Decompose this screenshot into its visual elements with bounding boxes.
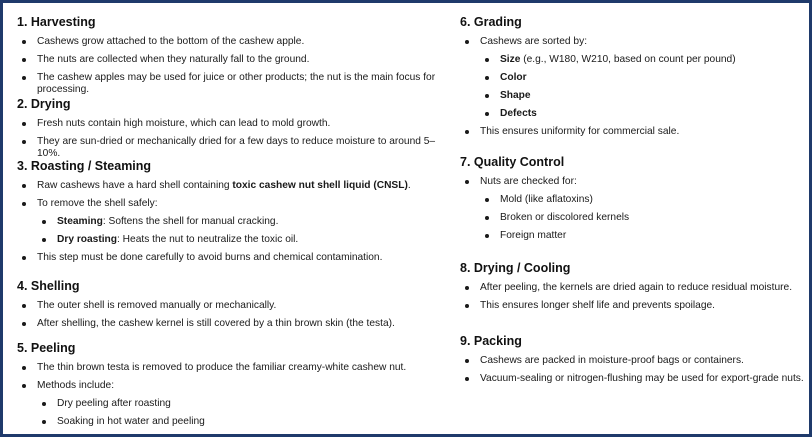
item-text: Methods include:	[37, 380, 115, 391]
list-item	[460, 373, 810, 385]
item-bold-text: Defects	[500, 108, 537, 119]
list-item	[17, 118, 447, 130]
list-item	[460, 36, 810, 48]
item-text: The outer shell is removed manually or mechanically.	[37, 300, 277, 311]
bullet-icon	[42, 238, 46, 242]
item-text: Broken or discolored kernels	[500, 212, 630, 223]
item-bold-text: Dry roasting	[57, 234, 118, 245]
sub-list-item	[460, 212, 810, 224]
sub-list-item	[17, 398, 447, 410]
bullet-icon	[465, 377, 469, 381]
bullet-icon	[485, 112, 489, 116]
item-text: : Heats the nut to neutralize the toxic oil.	[117, 234, 299, 245]
item-text: After shelling, the cashew kernel is still covered by a thin brown skin (the testa).	[37, 318, 395, 329]
section-1	[17, 14, 447, 96]
bullet-icon	[465, 359, 469, 363]
item-text: Dry peeling after roasting	[57, 398, 171, 409]
section-heading: 5. Peeling	[17, 341, 76, 355]
bullet-list	[17, 118, 447, 160]
item-text: Raw cashews have a hard shell containing	[37, 180, 233, 191]
list-item	[17, 72, 447, 96]
bullet-icon	[42, 220, 46, 224]
bullet-icon	[485, 76, 489, 80]
list-item	[17, 180, 447, 192]
bullet-icon	[22, 304, 26, 308]
sub-list-item	[460, 54, 810, 66]
list-item	[460, 355, 810, 367]
bullet-icon	[465, 286, 469, 290]
list-item	[17, 380, 447, 392]
bullet-icon	[22, 256, 26, 260]
section-heading: 4. Shelling	[17, 279, 80, 293]
list-item	[17, 136, 447, 160]
bullet-icon	[485, 198, 489, 202]
section-heading: 6. Grading	[460, 15, 522, 29]
list-item	[17, 252, 447, 264]
section-2	[17, 96, 447, 160]
bullet-icon	[22, 366, 26, 370]
bullet-icon	[465, 180, 469, 184]
bullet-icon	[22, 202, 26, 206]
bullet-list	[460, 176, 810, 242]
section-heading: 2. Drying	[17, 97, 71, 111]
bullet-icon	[485, 234, 489, 238]
list-item	[17, 198, 447, 210]
bullet-icon	[22, 40, 26, 44]
list-item	[460, 126, 810, 138]
item-text: After peeling, the kernels are dried again to reduce residual moisture.	[480, 282, 793, 293]
list-item	[460, 282, 810, 294]
item-text: Nuts are checked for:	[480, 176, 577, 187]
bullet-icon	[22, 184, 26, 188]
section-heading: 7. Quality Control	[460, 155, 565, 169]
item-text: Cashews are packed in moisture-proof bags or containers.	[480, 355, 744, 366]
item-text: This ensures uniformity for commercial sale.	[480, 126, 680, 137]
section-3	[460, 260, 810, 312]
bullet-icon	[22, 58, 26, 62]
list-item	[17, 362, 447, 374]
item-text: To remove the shell safely:	[37, 198, 158, 209]
item-text: Soaking in hot water and peeling	[57, 416, 205, 427]
section-4	[17, 278, 447, 330]
section-5	[17, 340, 447, 428]
item-bold-text: Color	[500, 72, 527, 83]
sub-list-item	[460, 90, 810, 102]
item-text: Fresh nuts contain high moisture, which can lead to mold growth.	[37, 118, 331, 129]
bullet-icon	[22, 122, 26, 126]
bullet-icon	[485, 58, 489, 62]
item-bold-text: Size	[500, 54, 521, 65]
sub-list-item	[460, 108, 810, 120]
item-text: Vacuum-sealing or nitrogen-flushing may be used for export-grade nuts.	[480, 373, 804, 384]
bullet-icon	[485, 216, 489, 220]
sub-list-item	[460, 194, 810, 206]
section-heading: 3. Roasting / Steaming	[17, 159, 152, 173]
item-text: They are sun-dried or mechanically dried for a few days to reduce moisture to around 5–10%.	[37, 136, 436, 159]
item-text: Foreign matter	[500, 230, 567, 241]
bullet-icon	[42, 420, 46, 424]
list-item	[17, 318, 447, 330]
section-4	[460, 333, 810, 385]
sub-list-item	[17, 216, 447, 228]
bullet-list	[17, 362, 447, 428]
item-text: .	[407, 180, 411, 191]
bullet-list	[17, 36, 447, 96]
section-3	[17, 158, 447, 264]
item-text: Cashews grow attached to the bottom of the cashew apple.	[37, 36, 305, 47]
section-2	[460, 154, 810, 242]
section-1	[460, 14, 810, 138]
section-heading: 8. Drying / Cooling	[460, 261, 571, 275]
section-heading: 9. Packing	[460, 334, 522, 348]
list-item	[460, 300, 810, 312]
sub-list-item	[17, 234, 447, 246]
list-item	[460, 176, 810, 188]
item-text: This step must be done carefully to avoid burns and chemical contamination.	[37, 252, 383, 263]
bullet-icon	[22, 76, 26, 80]
item-text: Mold (like aflatoxins)	[500, 194, 593, 205]
list-item	[17, 54, 447, 66]
section-heading: 1. Harvesting	[17, 15, 96, 29]
bullet-icon	[22, 322, 26, 326]
bullet-list	[17, 180, 447, 264]
bullet-icon	[485, 94, 489, 98]
sub-list-item	[460, 230, 810, 242]
list-item	[17, 300, 447, 312]
item-bold-text: Steaming	[57, 216, 103, 227]
item-text: (e.g., W180, W210, based on count per pound)	[520, 54, 736, 65]
bullet-icon	[465, 40, 469, 44]
item-text: The nuts are collected when they naturally fall to the ground.	[37, 54, 310, 65]
item-text: The cashew apples may be used for juice or other products; the nut is the main focus for processing.	[37, 72, 436, 95]
item-text: : Softens the shell for manual cracking.	[102, 216, 279, 227]
item-bold-text: toxic cashew nut shell liquid (CNSL)	[232, 180, 408, 191]
item-text: The thin brown testa is removed to produce the familiar creamy-white cashew nut.	[37, 362, 407, 373]
item-text: Cashews are sorted by:	[480, 36, 588, 47]
list-item	[17, 36, 447, 48]
item-bold-text: Shape	[500, 90, 531, 101]
sub-list-item	[17, 416, 447, 428]
bullet-list	[17, 300, 447, 330]
bullet-icon	[22, 384, 26, 388]
bullet-icon	[42, 402, 46, 406]
sub-list-item	[460, 72, 810, 84]
bullet-list	[460, 282, 810, 312]
bullet-icon	[465, 130, 469, 134]
bullet-list	[460, 355, 810, 385]
bullet-icon	[465, 304, 469, 308]
bullet-icon	[22, 140, 26, 144]
bullet-list	[460, 36, 810, 138]
item-text: This ensures longer shelf life and prevents spoilage.	[480, 300, 716, 311]
